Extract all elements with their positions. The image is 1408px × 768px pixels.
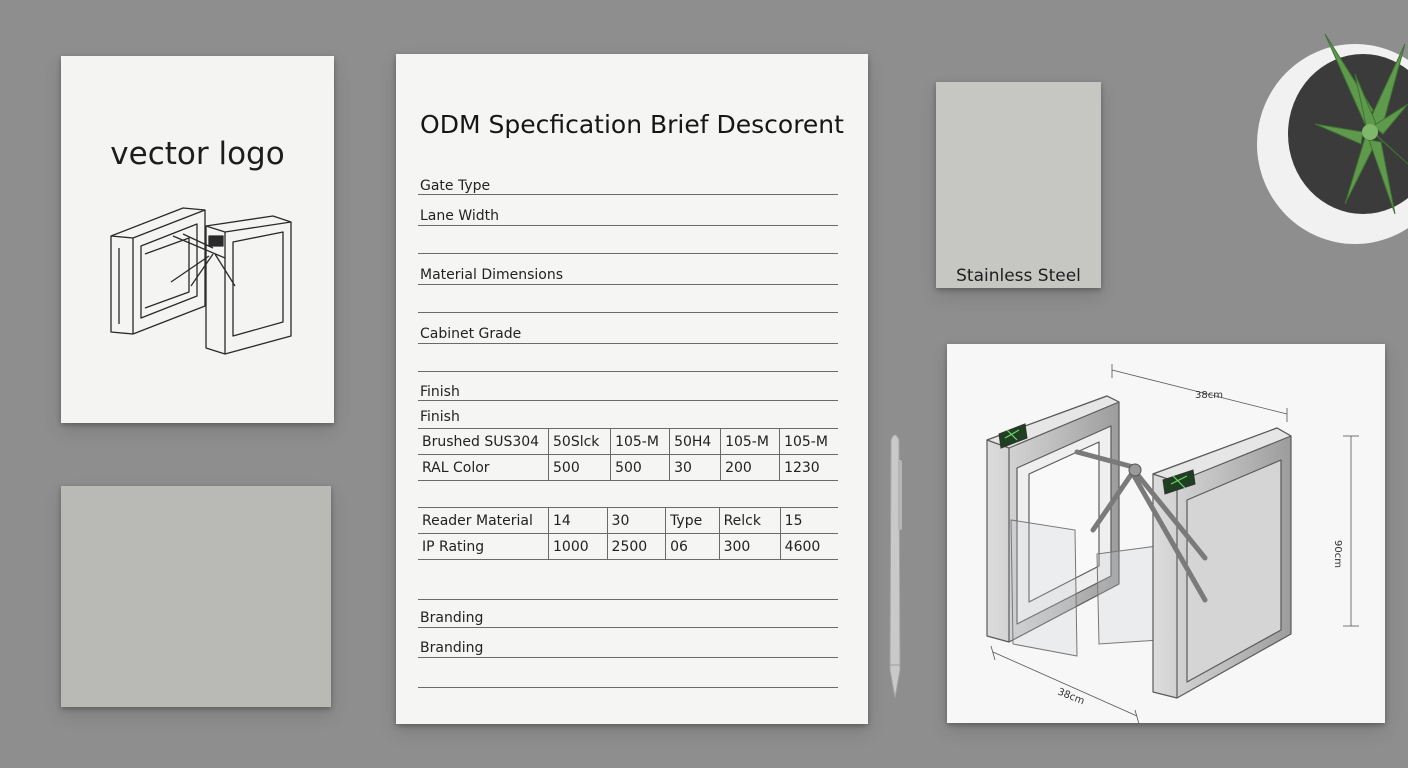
material-table [418,507,838,560]
form-line [418,194,838,195]
form-line [418,312,838,313]
swatch-label: Stainless Steel [956,266,1081,286]
field-material-dimensions: Material Dimensions [420,267,564,283]
table-cell: 1230 [780,455,838,481]
field-cabinet-grade: Cabinet Grade [420,326,522,342]
field-finish: Finish [420,409,460,425]
table-cell: Brushed SUS304 [418,429,549,455]
form-line [418,627,838,628]
table-cell: 30 [607,508,666,534]
table-cell: 2500 [607,534,666,560]
dimension-label-top: 38cm [1195,390,1223,401]
form-line [418,371,838,372]
table-cell: 1000 [549,534,608,560]
form-line [418,284,838,285]
stainless-steel-swatch [936,82,1101,288]
document-title: ODM Specfication Brief Descorent [420,110,844,139]
form-line [418,225,838,226]
field-branding: Branding [420,640,484,656]
grey-material-card [61,486,331,707]
table-cell: 200 [721,455,780,481]
table-cell: 500 [549,455,611,481]
table-cell: 300 [719,534,780,560]
table-cell: 50H4 [670,429,721,455]
table-cell: 4600 [780,534,838,560]
table-cell: 105-M [611,429,670,455]
turnstile-render [947,344,1385,723]
table-cell: 15 [780,508,838,534]
turnstile-line-drawing [101,196,301,426]
logo-card [61,56,334,423]
table-row [418,429,838,455]
table-cell: 105-M [721,429,780,455]
dimension-label-bottom: 38cm [1055,686,1086,708]
pen [883,430,907,700]
form-line [418,400,838,401]
form-line [418,687,838,688]
potted-succulent [1255,14,1408,254]
table-cell: 50Slck [549,429,611,455]
table-cell: Relck [719,508,780,534]
table-row [418,455,838,481]
table-cell: IP Rating [418,534,549,560]
field-lane-width: Lane Width [420,208,499,224]
turnstile-render-card [947,344,1385,723]
form-line [418,343,838,344]
spec-document [396,54,868,724]
table-cell: 105-M [780,429,838,455]
finish-table [418,428,838,481]
field-finish: Finish [420,384,460,400]
field-gate-type: Gate Type [420,178,491,194]
table-cell: 30 [670,455,721,481]
table-row [418,508,838,534]
field-branding: Branding [420,610,484,626]
form-line [418,253,838,254]
table-cell: 500 [611,455,670,481]
form-line [418,657,838,658]
table-cell: RAL Color [418,455,549,481]
form-line [418,599,838,600]
dimension-label-right: 90cm [1332,540,1343,568]
table-row [418,534,838,560]
table-cell: Type [666,508,720,534]
table-cell: 06 [666,534,720,560]
table-cell: 14 [549,508,608,534]
logo-title: vector logo [110,136,285,172]
table-cell: Reader Material [418,508,549,534]
